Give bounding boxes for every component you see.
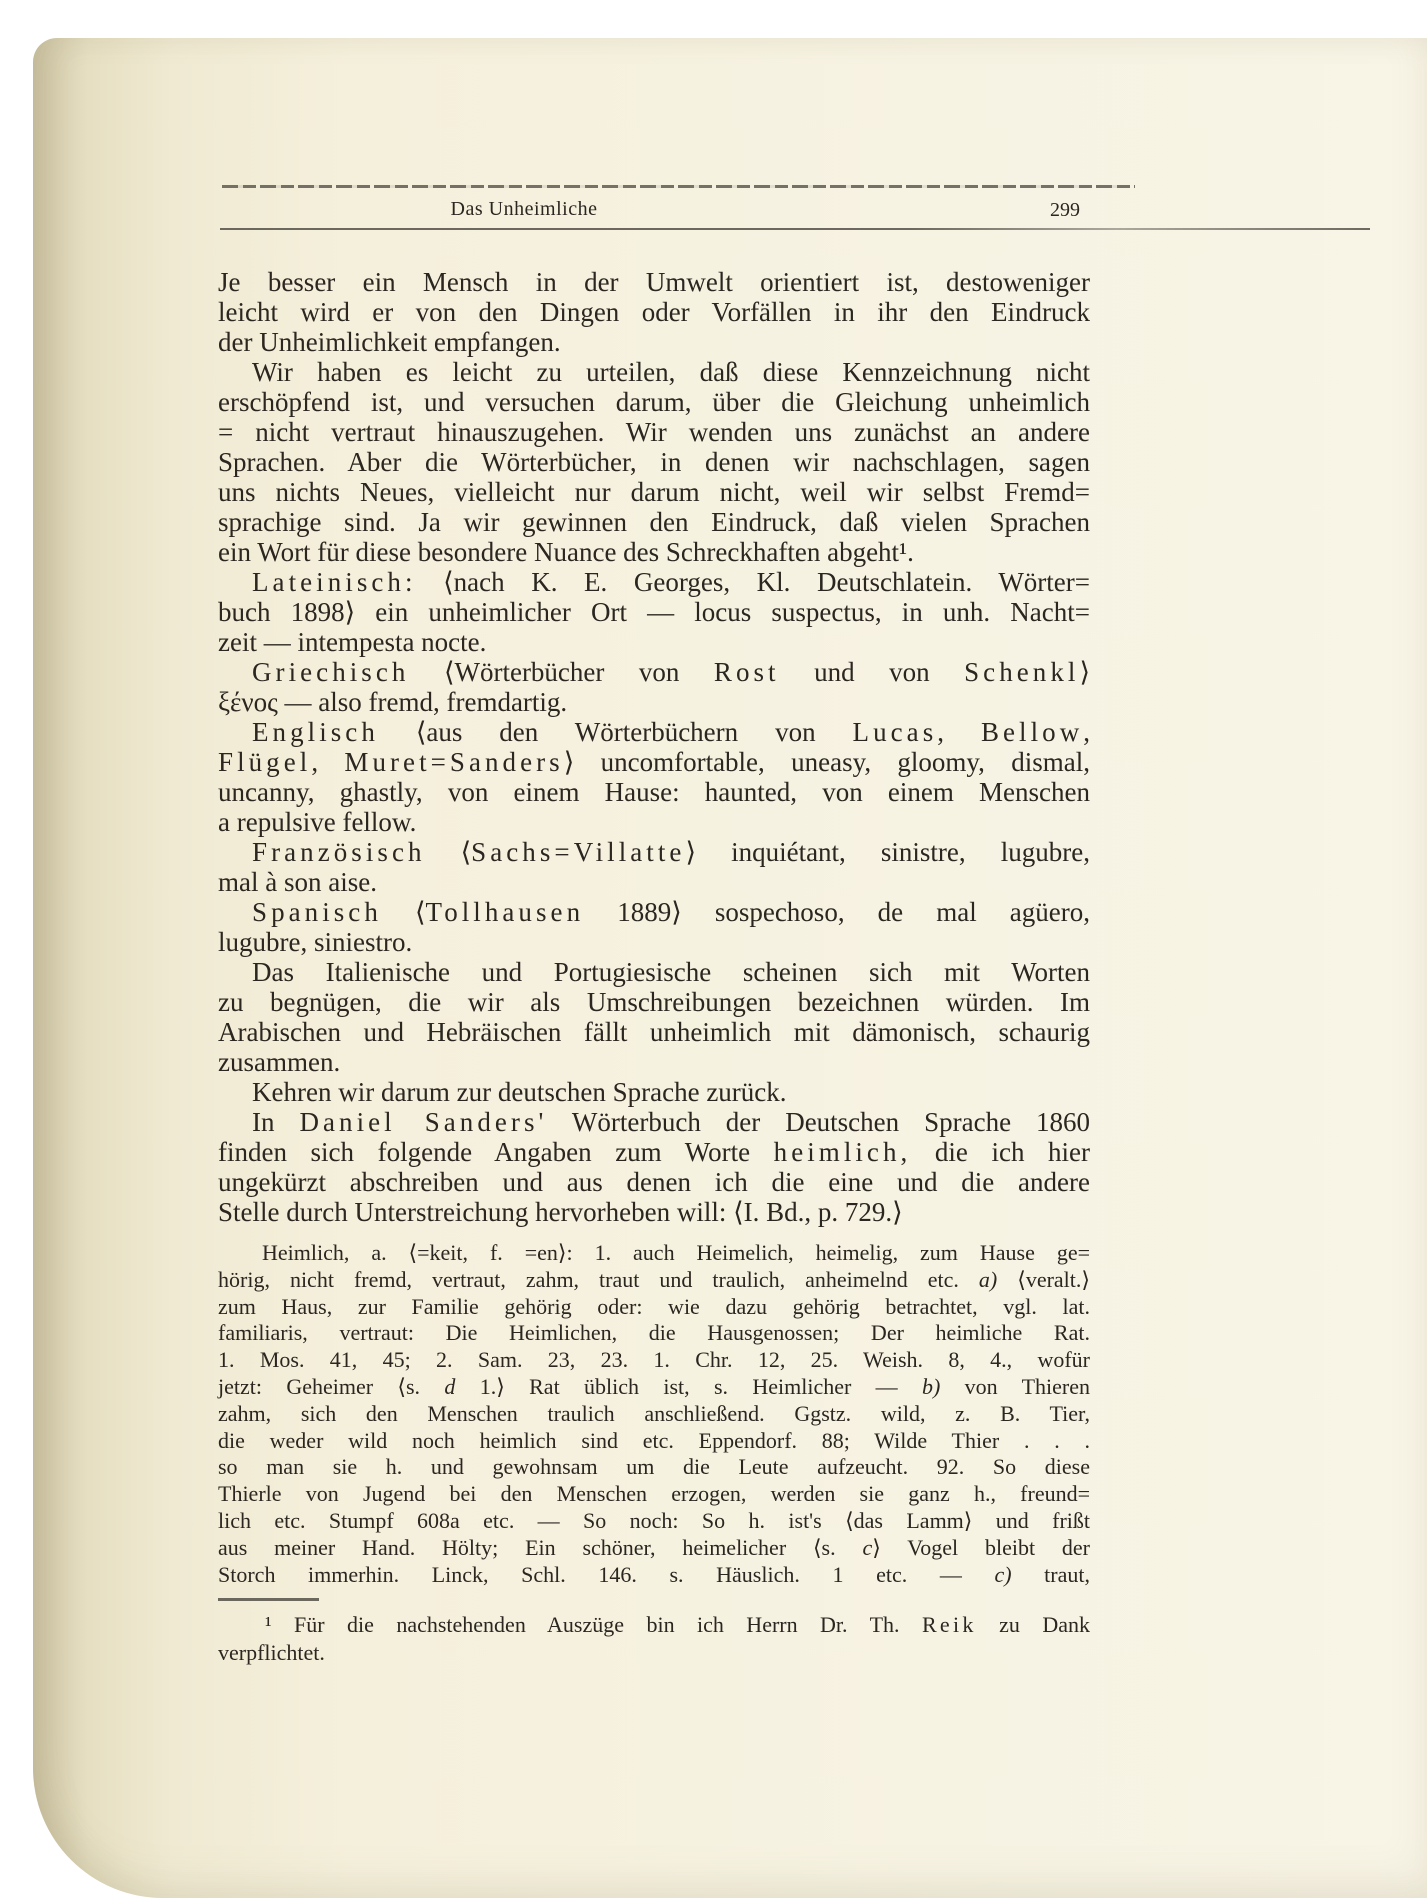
text-line: zum Haus, zur Familie gehörig oder: wie dazu gehörig betrachtet, vgl. lat. [218,1293,1090,1319]
text-line: a repulsive fellow. [218,807,417,837]
text-line: Storch immerhin. Linck, Schl. 146. s. Häuslich. 1 etc. — c) traut, [218,1561,1090,1587]
text-line: ξένος — also fremd, fremdartig. [218,687,568,717]
letterspaced-text: Rost [713,657,780,687]
text-line: verpflichtet. [218,1640,325,1666]
text-line: erschöpfend ist, und versuchen darum, über die Gleichung unheimlich [218,387,1090,417]
section-gap [218,1227,1090,1240]
text-line: Spanisch ⟨Tollhausen 1889⟩ sospechoso, de mal agüero, [252,897,1090,927]
header-rule-top [222,185,1135,188]
letterspaced-text: Lucas [852,717,938,747]
paragraph [218,1240,1090,1588]
letterspaced-text: Flügel [218,747,312,777]
text-line: Kehren wir darum zur deutschen Sprache zurück. [252,1077,787,1107]
italic-text: b) [922,1373,941,1399]
letterspaced-text: Englisch [252,717,379,747]
text-line: zahm, sich den Menschen traulich anschließend. Ggstz. wild, z. B. Tier, [218,1400,1090,1426]
letterspaced-text: Griechisch [252,657,410,687]
text-line: familiaris, vertraut: Die Heimlichen, die Hausgenossen; Der heimliche Rat. [218,1320,1090,1346]
footnote [218,1611,1090,1667]
running-title: Das Unheimliche [450,198,598,220]
paragraph [218,1611,1090,1667]
italic-text: c [862,1534,873,1560]
text-line: der Unheimlichkeit empfangen. [218,327,561,357]
italic-text: a) [978,1266,998,1292]
text-line: die weder wild noch heimlich sind etc. Eppendorf. 88; Wilde Thier . . . [218,1427,1090,1453]
dictionary-excerpt [218,1240,1090,1588]
text-line: Heimlich, a. ⟨=keit, f. =en⟩: 1. auch Heimelich, heimelig, zum Hause ge= [262,1240,1090,1265]
text-line: so man sie h. und gewohnsam um die Leute aufzeucht. 92. So diese [218,1454,1090,1480]
italic-text: c) [994,1561,1012,1587]
footnote-rule [218,1598,319,1601]
text-line: zu begnügen, die wir als Umschreibungen bezeichnen würden. Im [218,987,1090,1017]
text-line: In Daniel Sanders' Wörterbuch der Deutschen Sprache 1860 [252,1107,1090,1137]
page-number: 299 [1050,199,1080,221]
text-line: mal à son aise. [218,867,377,897]
text-line: ein Wort für diese besondere Nuance des Schreckhaften abgeht¹. [218,537,914,567]
text-line: Stelle durch Unterstreichung hervorheben will: ⟨I. Bd., p. 729.⟩ [218,1197,903,1227]
letterspaced-text: Sachs=Villatte [471,837,686,867]
paragraph [218,957,1090,1077]
main-text [218,267,1090,1227]
letterspaced-text: Tollhausen [425,897,585,927]
text-line: sprachige sind. Ja wir gewinnen den Eindruck, daß vielen Sprachen [218,507,1090,537]
text-line: uncanny, ghastly, von einem Hause: haunted, von einem Menschen [218,777,1090,807]
letterspaced-text: Spanisch [252,897,382,927]
text-line: Thierle von Jugend bei den Menschen erzogen, werden sie ganz h., freund= [218,1481,1090,1507]
book-page [33,38,1427,1898]
text-column [218,267,1090,1667]
paragraph [218,267,1090,357]
text-line: Französisch ⟨Sachs=Villatte⟩ inquiétant, sinistre, lugubre, [252,837,1090,867]
letterspaced-text: Lateinisch: [252,567,417,597]
text-line: aus meiner Hand. Hölty; Ein schöner, heimelicher ⟨s. c⟩ Vogel bleibt der [218,1534,1090,1560]
paragraph [218,717,1090,837]
text-line: uns nichts Neues, vielleicht nur darum nicht, weil wir selbst Fremd= [218,477,1090,507]
letterspaced-text: Schenkl [964,657,1080,687]
letterspaced-text: Bellow [980,717,1084,747]
text-line: Je besser ein Mensch in der Umwelt orientiert ist, destoweniger [218,267,1090,297]
text-line: Arabischen und Hebräischen fällt unheimlich mit dämonisch, schaurig [218,1017,1090,1047]
paragraph [218,357,1090,567]
paragraph [218,1107,1090,1227]
text-line: lugubre, siniestro. [218,927,413,957]
text-line: ¹ Für die nachstehenden Auszüge bin ich Herrn Dr. Th. Reik zu Dank [265,1612,1090,1638]
text-line: hörig, nicht fremd, vertraut, zahm, traut und traulich, anheimelnd etc. a) ⟨veralt.⟩ [218,1266,1090,1292]
paragraph [218,1077,1090,1107]
letterspaced-text: heimlich, [773,1137,912,1167]
text-line: ungekürzt abschreiben und aus denen ich die eine und die andere [218,1167,1090,1197]
header-rule-bottom [220,228,1370,230]
paragraph [218,837,1090,897]
text-line: zusammen. [218,1047,341,1077]
text-line: Englisch ⟨aus den Wörterbüchern von Lucas, Bellow, [252,717,1091,747]
letterspaced-text: Französisch [252,837,426,867]
text-line: leicht wird er von den Dingen oder Vorfällen in ihr den Eindruck [218,297,1090,327]
text-line: lich etc. Stumpf 608a etc. — So noch: So h. ist's ⟨das Lamm⟩ und frißt [218,1507,1090,1533]
text-line: Lateinisch: ⟨nach K. E. Georges, Kl. Deutschlatein. Wörter= [252,567,1090,597]
text-line: Griechisch ⟨Wörterbücher von Rost und von Schenkl⟩ [252,657,1090,687]
letterspaced-text: Daniel Sanders' [299,1107,548,1137]
text-line: = nicht vertraut hinauszugehen. Wir wenden uns zunächst an andere [218,417,1090,447]
text-line: jetzt: Geheimer ⟨s. d 1.⟩ Rat üblich ist, s. Heimlicher — b) von Thieren [218,1373,1091,1399]
text-line: finden sich folgende Angaben zum Worte heimlich, die ich hier [218,1137,1090,1167]
text-line: Das Italienische und Portugiesische scheinen sich mit Worten [252,957,1090,987]
italic-text: d [444,1373,456,1399]
text-line: buch 1898⟩ ein unheimlicher Ort — locus suspectus, in unh. Nacht= [218,597,1090,627]
letterspaced-text: Muret=Sanders [344,747,564,777]
text-line: Flügel, Muret=Sanders⟩ uncomfortable, uneasy, gloomy, dismal, [218,747,1090,777]
paragraph [218,897,1090,957]
text-line: Wir haben es leicht zu urteilen, daß diese Kennzeichnung nicht [252,357,1090,387]
text-line: 1. Mos. 41, 45; 2. Sam. 23, 23. 1. Chr. 12, 25. Weish. 8, 4., wofür [218,1347,1090,1373]
text-line: Sprachen. Aber die Wörterbücher, in denen wir nachschlagen, sagen [218,447,1090,477]
text-line: zeit — intempesta nocte. [218,627,487,657]
paragraph [218,567,1090,657]
letterspaced-text: Reik [921,1612,977,1638]
paragraph [218,657,1090,717]
